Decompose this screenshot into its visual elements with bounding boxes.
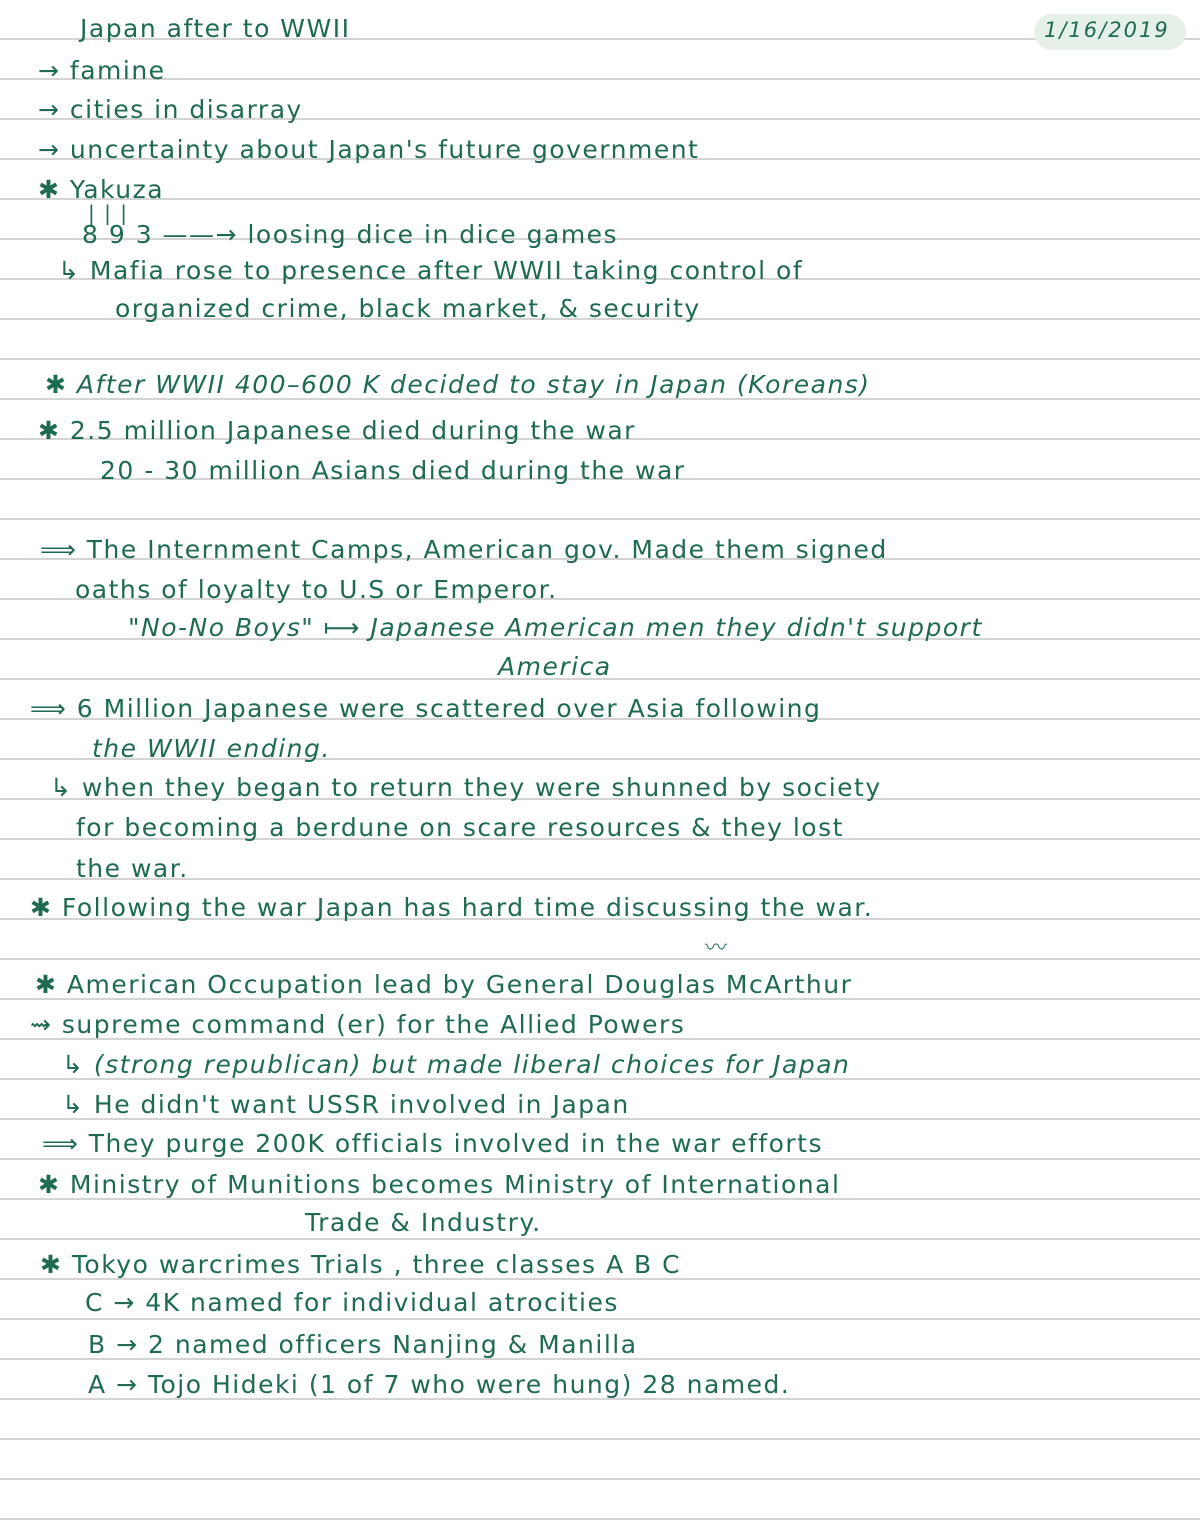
note-line-famine: → famine (38, 56, 166, 85)
note-line-berdune: for becoming a berdune on scare resources & they lost (76, 813, 844, 842)
note-line-the-war: the war. (76, 854, 189, 883)
note-line-purge: ⟹ They purge 200K officials involved in the war efforts (42, 1129, 824, 1158)
note-line-mafia: ↳ Mafia rose to presence after WWII taking control of (58, 256, 804, 285)
note-line-trade-industry: Trade & Industry. (305, 1208, 542, 1237)
note-line-asians-died: 20 - 30 million Asians died during the war (100, 456, 686, 485)
note-line-supreme-command: ⇝ supreme command (er) for the Allied Powers (30, 1010, 686, 1039)
note-line-six-million: ⟹ 6 Million Japanese were scattered over Asia following (30, 694, 822, 723)
note-line-republican: ↳ (strong republican) but made liberal choices for Japan (62, 1050, 851, 1079)
scribble-mark: 〰 (705, 936, 728, 961)
note-line-japanese-died: ✱ 2.5 million Japanese died during the war (38, 416, 636, 445)
note-line-yakuza: ✱ Yakuza (38, 175, 165, 204)
note-line-following-war: ✱ Following the war Japan has hard time discussing the war. (30, 893, 874, 922)
note-line-yakuza-ticks: | | | (88, 201, 129, 225)
note-line-ministry: ✱ Ministry of Munitions becomes Ministry of International (38, 1170, 841, 1199)
note-line-wwii-ending: the WWII ending. (92, 734, 331, 763)
note-line-shunned: ↳ when they began to return they were shunned by society (50, 773, 882, 802)
note-line-class-c: C → 4K named for individual atrocities (85, 1288, 619, 1317)
note-line-occupation: ✱ American Occupation lead by General Douglas McArthur (35, 970, 853, 999)
note-line-class-b: B → 2 named officers Nanjing & Manilla (88, 1330, 638, 1359)
note-line-america: America (498, 652, 612, 681)
note-line-organized-crime: organized crime, black market, & security (115, 294, 701, 323)
note-line-oaths: oaths of loyalty to U.S or Emperor. (75, 575, 558, 604)
note-line-uncertainty: → uncertainty about Japan's future government (38, 135, 700, 164)
note-line-after-wwii: ✱ After WWII 400–600 K decided to stay in Japan (Koreans) (45, 370, 871, 399)
note-line-no-no-boys: "No-No Boys" ⟼ Japanese American men they didn't support (128, 613, 983, 642)
note-line-893: 8 9 3 ——→ loosing dice in dice games (82, 220, 619, 249)
note-title: Japan after to WWII (80, 14, 351, 43)
note-line-class-a: A → Tojo Hideki (1 of 7 who were hung) 28 named. (88, 1370, 791, 1399)
note-line-cities: → cities in disarray (38, 95, 303, 124)
note-line-internment: ⟹ The Internment Camps, American gov. Made them signed (40, 535, 888, 564)
note-line-ussr: ↳ He didn't want USSR involved in Japan (62, 1090, 630, 1119)
note-line-tokyo-trials: ✱ Tokyo warcrimes Trials , three classes A B C (40, 1250, 682, 1279)
date-label: 1/16/2019 (1044, 18, 1170, 42)
